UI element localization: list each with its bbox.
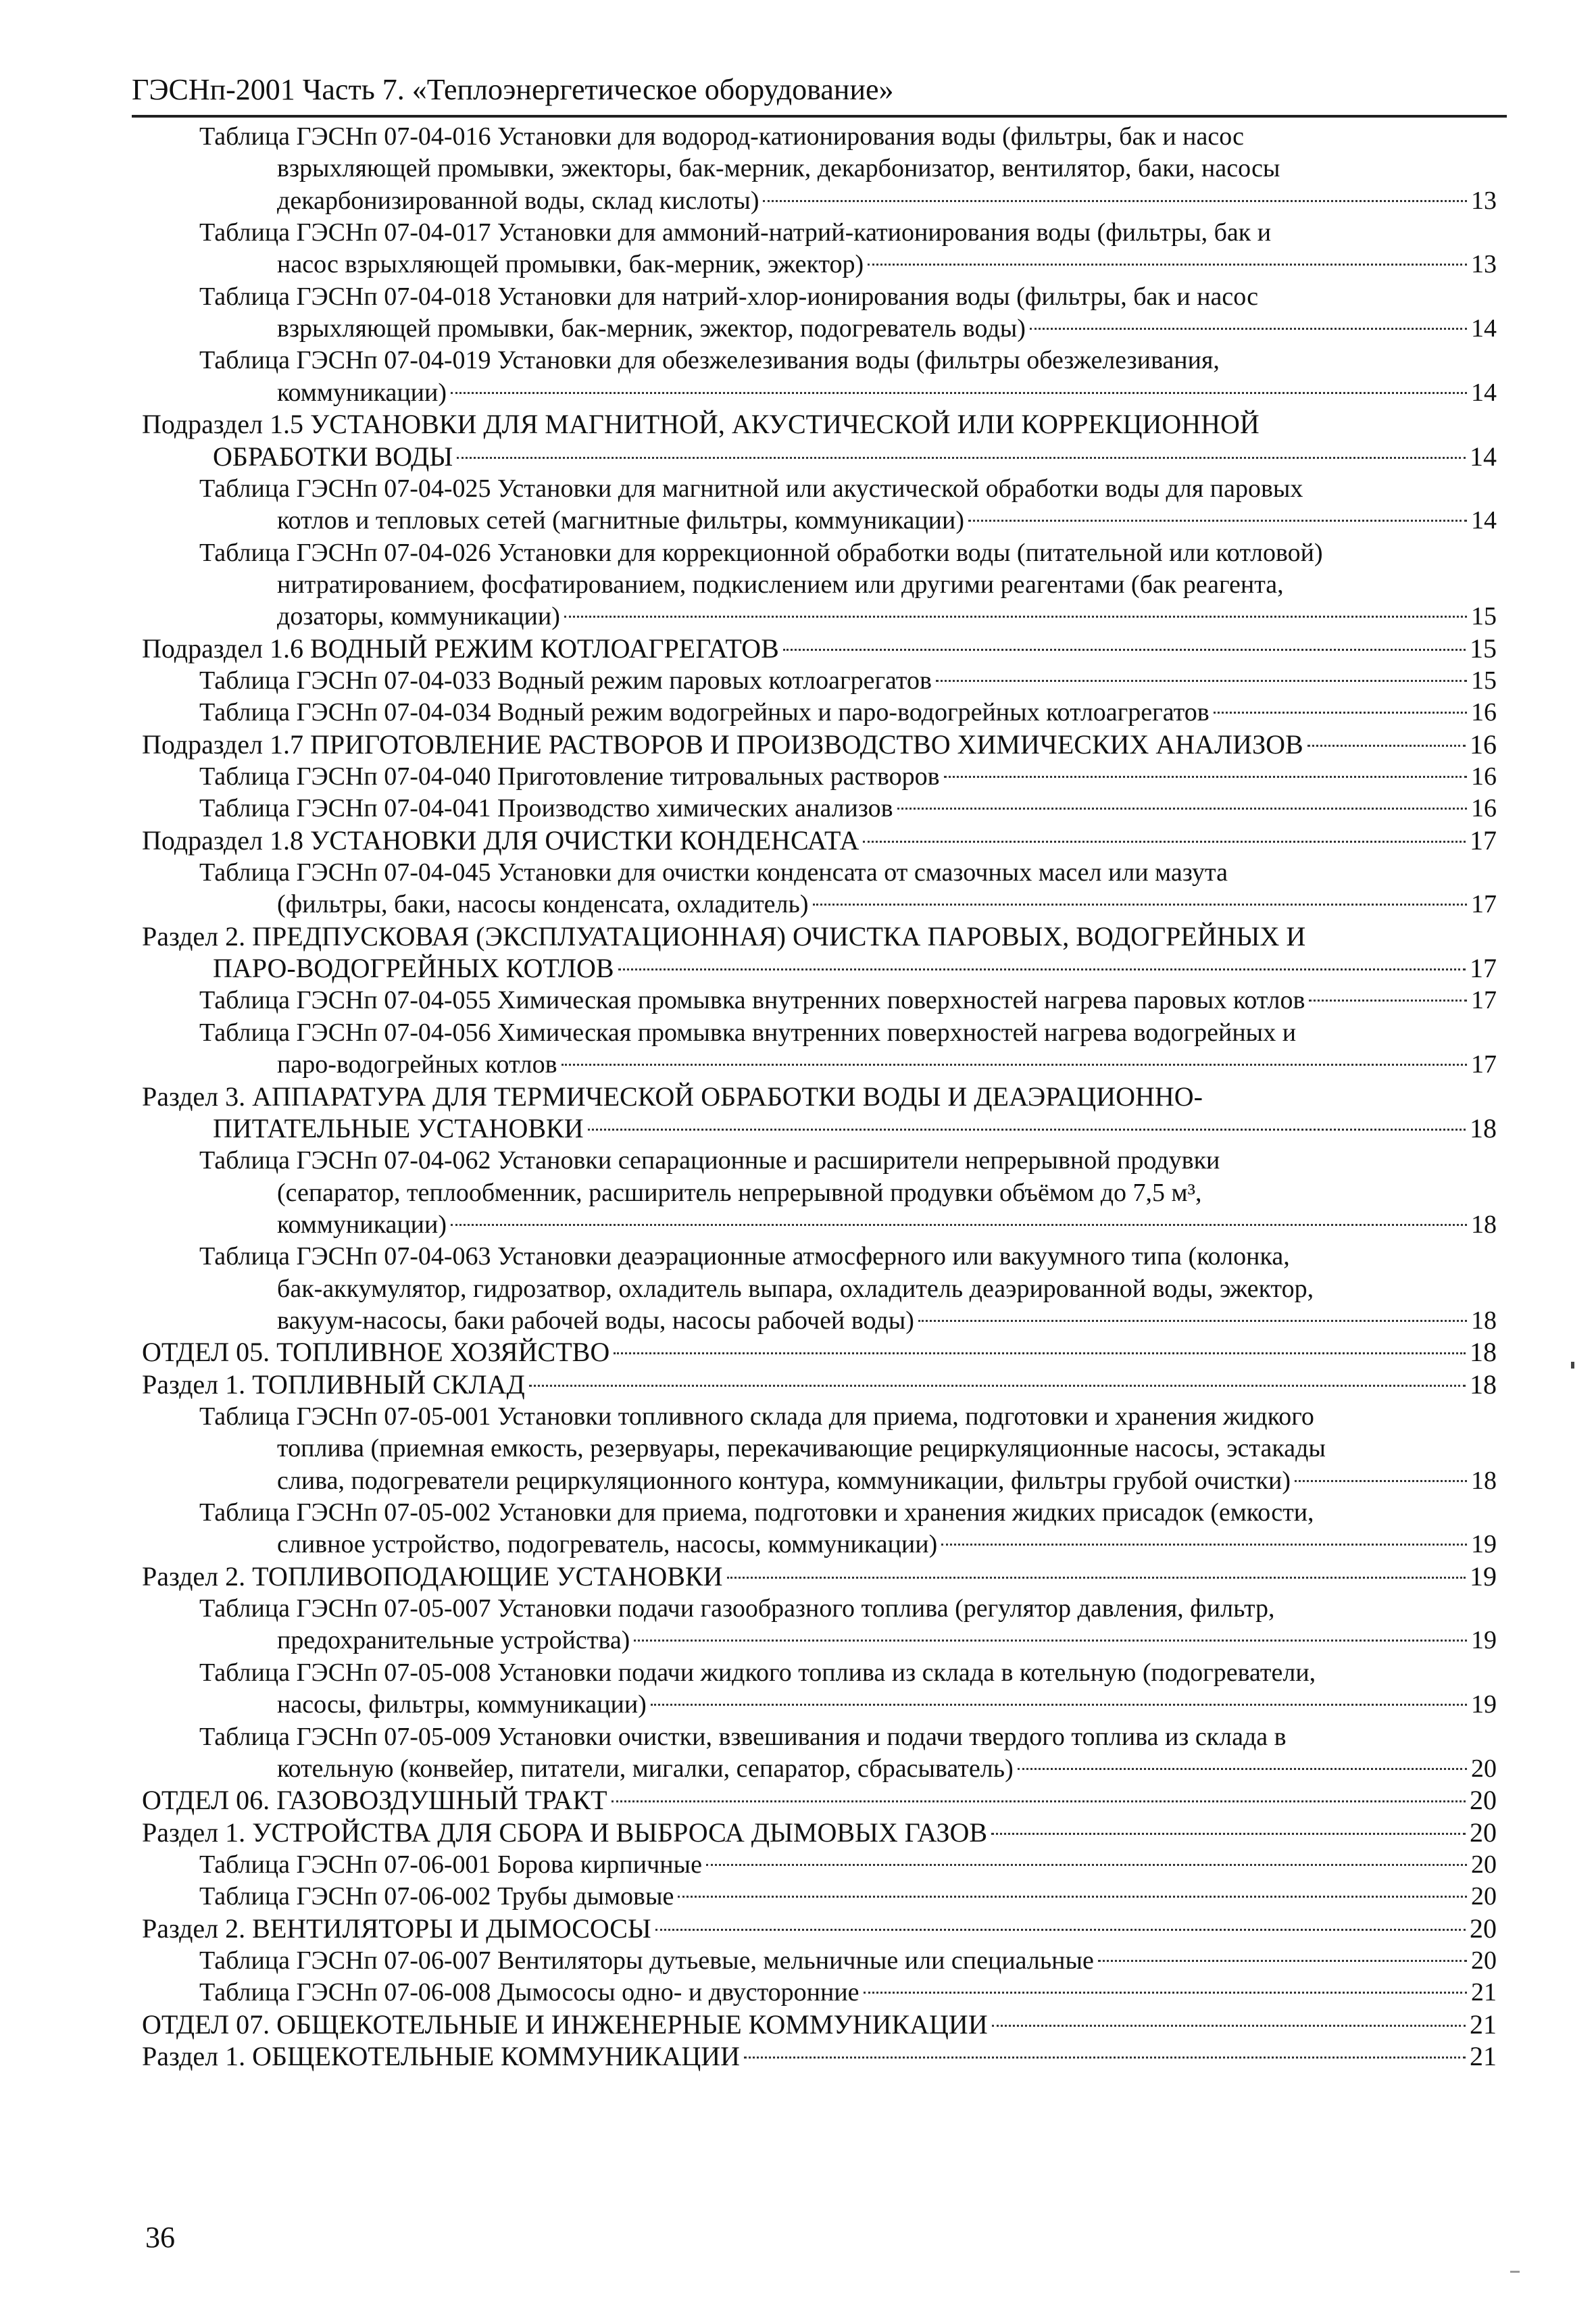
toc-entry-text: нитратированием, фосфатированием, подкислением или другими реагентами (бак реагента, xyxy=(277,570,1284,599)
toc-entry-line xyxy=(142,729,1497,761)
dot-leader xyxy=(451,392,1467,394)
dot-leader xyxy=(868,264,1467,266)
toc-entry-text: ПАРО-ВОДОГРЕЙНЫХ КОТЛОВ xyxy=(213,953,614,984)
toc-entry-text: Раздел 1. УСТРОЙСТВА ДЛЯ СБОРА И ВЫБРОСА ДЫМОВЫХ ГАЗОВ xyxy=(142,1817,988,1848)
toc-entry-line xyxy=(199,120,1244,153)
toc-entry-text: (фильтры, баки, насосы конденсата, охладитель) xyxy=(277,890,809,919)
toc-page-number: 14 xyxy=(1471,506,1497,535)
toc-entry-line xyxy=(199,216,1271,249)
toc-entry-text: Раздел 2. ПРЕДПУСКОВАЯ (ЭКСПЛУАТАЦИОННАЯ) ОЧИСТКА ПАРОВЫХ, ВОДОГРЕЙНЫХ И xyxy=(142,920,1306,952)
toc-entry-line xyxy=(199,1656,1316,1689)
toc-entry-line xyxy=(277,1177,1202,1209)
toc-page-number: 15 xyxy=(1470,633,1497,664)
scan-speck xyxy=(1510,2271,1520,2273)
toc-page-number: 17 xyxy=(1471,986,1497,1015)
toc-entry-text: ОТДЕЛ 05. ТОПЛИВНОЕ ХОЗЯЙСТВО xyxy=(142,1337,610,1368)
toc-entry-text: Таблица ГЭСНп 07-04-018 Установки для натрий-хлор-ионирования воды (фильтры, бак и насос xyxy=(199,282,1259,311)
dot-leader xyxy=(1295,1480,1467,1482)
toc-entry-text: Таблица ГЭСНп 07-04-055 Химическая промывка внутренних поверхностей нагрева паровых котлов xyxy=(199,986,1305,1015)
toc-entry-line xyxy=(142,1369,1497,1401)
toc-entry-line xyxy=(142,633,1497,665)
toc-page-number: 15 xyxy=(1471,666,1497,695)
dot-leader xyxy=(944,776,1467,778)
toc-entry-text: Таблица ГЭСНп 07-04-026 Установки для коррекционной обработки воды (питательной или котловой) xyxy=(199,538,1323,567)
toc-entry-text: Таблица ГЭСНп 07-04-025 Установки для магнитной или акустической обработки воды для паровых xyxy=(199,474,1303,503)
dot-leader xyxy=(863,841,1466,843)
toc-entry-line xyxy=(142,1081,1203,1113)
toc-entry-line xyxy=(142,920,1305,953)
toc-entry-text: Таблица ГЭСНп 07-06-008 Дымососы одно- и двусторонние xyxy=(199,1978,859,2007)
toc-entry-line xyxy=(142,2040,1497,2073)
dot-leader xyxy=(564,616,1467,618)
toc-entry-line xyxy=(199,792,1497,824)
running-header: ГЭСНп-2001 Часть 7. «Теплоэнергетическое оборудование» xyxy=(132,73,894,106)
toc-page-number: 18 xyxy=(1471,1210,1497,1239)
toc-entry-line xyxy=(277,600,1497,633)
toc-entry-line xyxy=(142,1560,1497,1593)
toc-page-number: 18 xyxy=(1471,1466,1497,1495)
toc-entry-line xyxy=(277,1688,1497,1721)
toc-entry-line xyxy=(277,1273,1314,1305)
toc-entry-line xyxy=(142,2009,1497,2041)
toc-entry-text: слива, подогреватели рециркуляционного контура, коммуникации, фильтры грубой очистки) xyxy=(277,1466,1291,1495)
toc-page-number: 21 xyxy=(1471,1978,1497,2007)
toc-entry-line xyxy=(277,1432,1326,1464)
dot-leader xyxy=(897,808,1467,810)
toc-page-number: 19 xyxy=(1471,1626,1497,1655)
dot-leader xyxy=(1030,328,1467,330)
toc-entry-line xyxy=(142,824,1497,857)
toc-entry-text: вакуум-насосы, баки рабочей воды, насосы рабочей воды) xyxy=(277,1306,914,1335)
dot-leader xyxy=(678,1896,1467,1898)
toc-entry-text: топлива (приемная емкость, резервуары, перекачивающие рециркуляционные насосы, эстакады xyxy=(277,1434,1326,1463)
toc-entry-text: Таблица ГЭСНп 07-05-002 Установки для приема, подготовки и хранения жидких присадок (емкости, xyxy=(199,1498,1314,1527)
toc-page-number: 18 xyxy=(1470,1337,1497,1368)
dot-leader xyxy=(706,1864,1467,1866)
toc-entry-text: Подраздел 1.5 УСТАНОВКИ ДЛЯ МАГНИТНОЙ, АКУСТИЧЕСКОЙ ИЛИ КОРРЕКЦИОННОЙ xyxy=(142,409,1260,440)
toc-page-number: 16 xyxy=(1471,698,1497,727)
dot-leader xyxy=(1214,712,1467,714)
toc-entry-line xyxy=(213,952,1497,985)
toc-entry-line xyxy=(213,441,1497,473)
dot-leader xyxy=(763,200,1467,202)
toc-entry-text: паро-водогрейных котлов xyxy=(277,1050,557,1079)
toc-entry-text: Таблица ГЭСНп 07-05-009 Установки очистки, взвешивания и подачи твердого топлива из склада в xyxy=(199,1722,1287,1751)
toc-page-number: 19 xyxy=(1471,1530,1497,1559)
toc-entry-text: Таблица ГЭСНп 07-05-001 Установки топливного склада для приема, подготовки и хранения жидкого xyxy=(199,1402,1314,1431)
toc-page-number: 21 xyxy=(1470,2009,1497,2040)
toc-entry-line xyxy=(199,1944,1497,1977)
dot-leader xyxy=(1309,1000,1467,1002)
toc-entry-text: Таблица ГЭСНп 07-06-007 Вентиляторы дутьевые, мельничные или специальные xyxy=(199,1946,1094,1975)
toc-entry-line xyxy=(277,248,1497,280)
toc-entry-text: Подраздел 1.7 ПРИГОТОВЛЕНИЕ РАСТВОРОВ И ПРОИЗВОДСТВО ХИМИЧЕСКИХ АНАЛИЗОВ xyxy=(142,729,1303,760)
toc-entry-text: Подраздел 1.8 УСТАНОВКИ ДЛЯ ОЧИСТКИ КОНДЕНСАТА xyxy=(142,824,859,856)
toc-entry-line xyxy=(142,1336,1497,1369)
toc-entry-text: Таблица ГЭСНп 07-06-002 Трубы дымовые xyxy=(199,1882,674,1911)
dot-leader xyxy=(936,680,1467,682)
toc-entry-line xyxy=(199,984,1497,1016)
toc-page-number: 19 xyxy=(1471,1690,1497,1719)
toc-entry-line xyxy=(277,152,1280,184)
toc-entry-text: ОТДЕЛ 06. ГАЗОВОЗДУШНЫЙ ТРАКТ xyxy=(142,1785,607,1816)
toc-entry-line xyxy=(277,1624,1497,1656)
toc-entry-text: Таблица ГЭСНп 07-04-040 Приготовление титровальных растворов xyxy=(199,762,940,791)
toc-entry-line xyxy=(199,1976,1497,2009)
toc-page-number: 19 xyxy=(1470,1560,1497,1592)
toc-entry-line xyxy=(277,376,1497,409)
toc-entry-text: взрыхляющей промывки, эжекторы, бак-мерник, декарбонизатор, вентилятор, баки, насосы xyxy=(277,154,1280,183)
toc-entry-text: ОТДЕЛ 07. ОБЩЕКОТЕЛЬНЫЕ И ИНЖЕНЕРНЫЕ КОММУНИКАЦИИ xyxy=(142,2009,988,2040)
toc-entry-text: Таблица ГЭСНп 07-04-017 Установки для аммоний-натрий-катионирования воды (фильтры, бак и xyxy=(199,218,1272,247)
dot-leader xyxy=(634,1640,1467,1642)
toc-entry-text: Таблица ГЭСНп 07-04-019 Установки для обезжелезивания воды (фильтры обезжелезивания, xyxy=(199,346,1220,375)
toc-entry-line xyxy=(199,1144,1220,1177)
toc-entry-line xyxy=(277,1304,1497,1337)
toc-entry-line xyxy=(199,1496,1314,1529)
toc-entry-line xyxy=(199,1016,1296,1049)
toc-entry-line xyxy=(277,1208,1497,1241)
dot-leader xyxy=(992,2025,1466,2027)
toc-entry-text: предохранительные устройства) xyxy=(277,1626,630,1655)
toc-entry-line xyxy=(277,504,1497,537)
toc-page-number: 18 xyxy=(1471,1306,1497,1335)
toc-page-number: 20 xyxy=(1470,1785,1497,1816)
toc-entry-text: Таблица ГЭСНп 07-06-001 Борова кирпичные xyxy=(199,1850,702,1879)
dot-leader xyxy=(1307,745,1466,747)
toc-page-number: 17 xyxy=(1470,824,1497,856)
toc-entry-line xyxy=(277,312,1497,345)
header-rule xyxy=(132,115,1507,118)
toc-entry-line xyxy=(277,1464,1497,1497)
dot-leader xyxy=(968,520,1467,522)
toc-entry-line xyxy=(199,1721,1287,1753)
toc-entry-text: взрыхляющей промывки, бак-мерник, эжектор, подогреватель воды) xyxy=(277,314,1026,343)
toc-entry-text: Таблица ГЭСНп 07-04-045 Установки для очистки конденсата от смазочных масел или мазута xyxy=(199,858,1228,887)
dot-leader xyxy=(451,1224,1467,1226)
toc-entry-line xyxy=(199,1592,1275,1625)
toc-entry-line xyxy=(277,184,1497,217)
dot-leader xyxy=(457,457,1466,459)
dot-leader xyxy=(651,1704,1467,1706)
dot-leader xyxy=(562,1064,1467,1066)
toc-page-number: 18 xyxy=(1470,1112,1497,1143)
dot-leader xyxy=(612,1800,1466,1802)
dot-leader xyxy=(618,968,1466,970)
toc-page-number: 13 xyxy=(1471,250,1497,279)
toc-page-number: 20 xyxy=(1471,1946,1497,1975)
toc-page-number: 20 xyxy=(1471,1850,1497,1879)
toc-entry-line xyxy=(199,1400,1314,1433)
toc-entry-line xyxy=(199,537,1323,569)
toc-page-number: 16 xyxy=(1471,762,1497,791)
toc-entry-text: Раздел 3. АППАРАТУРА ДЛЯ ТЕРМИЧЕСКОЙ ОБРАБОТКИ ВОДЫ И ДЕАЭРАЦИОННО- xyxy=(142,1081,1203,1112)
toc-entry-line xyxy=(277,888,1497,920)
toc-entry-line xyxy=(199,1880,1497,1913)
toc-entry-line xyxy=(277,1048,1497,1081)
toc-entry-text: Раздел 1. ТОПЛИВНЫЙ СКЛАД xyxy=(142,1369,525,1400)
toc-entry-text: котлов и тепловых сетей (магнитные фильтры, коммуникации) xyxy=(277,506,964,535)
toc-entry-text: насосы, фильтры, коммуникации) xyxy=(277,1690,647,1719)
toc-entry-text: (сепаратор, теплообменник, расширитель непрерывной продувки объёмом до 7,5 м³, xyxy=(277,1178,1202,1207)
toc-page-number: 20 xyxy=(1471,1754,1497,1783)
toc-entry-line xyxy=(142,1913,1497,1945)
toc-entry-text: Раздел 2. ТОПЛИВОПОДАЮЩИЕ УСТАНОВКИ xyxy=(142,1560,723,1592)
dot-leader xyxy=(864,1992,1467,1994)
dot-leader xyxy=(744,2057,1466,2059)
toc-entry-line xyxy=(199,856,1228,889)
toc-entry-text: Раздел 1. ОБЩЕКОТЕЛЬНЫЕ КОММУНИКАЦИИ xyxy=(142,2041,741,2071)
toc-page-number: 16 xyxy=(1471,794,1497,823)
toc-entry-text: насос взрыхляющей промывки, бак-мерник, эжектор) xyxy=(277,250,864,279)
toc-entry-line xyxy=(142,408,1260,441)
toc-entry-line xyxy=(199,760,1497,793)
dot-leader xyxy=(588,1129,1466,1131)
toc-entry-line xyxy=(277,1528,1497,1560)
toc-entry-line xyxy=(199,1240,1290,1273)
toc-entry-text: Таблица ГЭСНп 07-04-056 Химическая промывка внутренних поверхностей нагрева водогрейных и xyxy=(199,1018,1297,1047)
toc-entry-line xyxy=(277,1752,1497,1785)
toc-entry-text: Таблица ГЭСНп 07-05-008 Установки подачи жидкого топлива из склада в котельную (подогреватели, xyxy=(199,1658,1316,1687)
toc-page-number: 17 xyxy=(1471,890,1497,919)
toc-entry-text: ОБРАБОТКИ ВОДЫ xyxy=(213,441,453,472)
toc-entry-text: Таблица ГЭСНп 07-05-007 Установки подачи газообразного топлива (регулятор давления, фильтр, xyxy=(199,1594,1275,1623)
dot-leader xyxy=(1018,1768,1467,1770)
toc-entry-line xyxy=(199,472,1303,505)
dot-leader xyxy=(1098,1960,1467,1962)
dot-leader xyxy=(655,1929,1466,1931)
toc-entry-text: Таблица ГЭСНп 07-04-063 Установки деаэрационные атмосферного или вакуумного типа (колонка, xyxy=(199,1242,1290,1271)
toc-page-number: 15 xyxy=(1471,602,1497,631)
toc-page-number: 21 xyxy=(1470,2041,1497,2071)
toc-page-number: 16 xyxy=(1470,729,1497,760)
dot-leader xyxy=(529,1385,1466,1387)
dot-leader xyxy=(941,1544,1467,1546)
toc-entry-line xyxy=(142,1817,1497,1849)
toc-entry-line xyxy=(199,344,1220,376)
dot-leader xyxy=(727,1577,1466,1579)
dot-leader xyxy=(614,1352,1466,1354)
toc-page-number: 14 xyxy=(1471,314,1497,343)
toc-entry-text: Таблица ГЭСНп 07-04-041 Производство химических анализов xyxy=(199,794,893,823)
dot-leader xyxy=(991,1833,1466,1835)
toc-entry-text: Подраздел 1.6 ВОДНЫЙ РЕЖИМ КОТЛОАГРЕГАТОВ xyxy=(142,633,779,664)
toc-page-number: 17 xyxy=(1471,1050,1497,1079)
toc-page-number: 18 xyxy=(1470,1369,1497,1400)
toc-entry-text: дозаторы, коммуникации) xyxy=(277,602,560,631)
toc-entry-text: котельную (конвейер, питатели, мигалки, сепаратор, сбрасыватель) xyxy=(277,1754,1014,1783)
dot-leader xyxy=(813,904,1468,906)
toc-page-number: 20 xyxy=(1470,1913,1497,1944)
toc-entry-line xyxy=(213,1112,1497,1145)
toc-entry-text: декарбонизированной воды, склад кислоты) xyxy=(277,186,759,215)
toc-entry-line xyxy=(142,1784,1497,1817)
dot-leader xyxy=(918,1320,1467,1322)
toc-entry-line xyxy=(199,664,1497,697)
scan-speck xyxy=(1571,1362,1574,1369)
toc-page-number: 14 xyxy=(1471,378,1497,407)
toc-entry-text: Таблица ГЭСНп 07-04-062 Установки сепарационные и расширители непрерывной продувки xyxy=(199,1146,1220,1175)
toc-page-number: 13 xyxy=(1471,186,1497,215)
toc-entry-text: Таблица ГЭСНп 07-04-016 Установки для водород-катионирования воды (фильтры, бак и насос xyxy=(199,122,1245,151)
toc-entry-text: Раздел 2. ВЕНТИЛЯТОРЫ И ДЫМОСОСЫ xyxy=(142,1913,651,1944)
toc-entry-text: коммуникации) xyxy=(277,378,447,407)
page-number: 36 xyxy=(145,2221,175,2254)
toc-page-number: 20 xyxy=(1471,1882,1497,1911)
toc-page-number: 17 xyxy=(1470,953,1497,984)
toc-entry-line xyxy=(277,568,1284,601)
dot-leader xyxy=(783,649,1466,651)
toc-entry-text: бак-аккумулятор, гидрозатвор, охладитель выпара, охладитель деаэрированной воды, эжектор, xyxy=(277,1274,1314,1303)
toc-entry-text: Таблица ГЭСНп 07-04-033 Водный режим паровых котлоагрегатов xyxy=(199,666,932,695)
toc-page-number: 14 xyxy=(1470,441,1497,472)
toc-entry-line xyxy=(199,1848,1497,1881)
toc-entry-text: сливное устройство, подогреватель, насосы, коммуникации) xyxy=(277,1530,938,1559)
toc-page-number: 20 xyxy=(1470,1817,1497,1848)
toc-entry-line xyxy=(199,696,1497,729)
toc-entry-text: Таблица ГЭСНп 07-04-034 Водный режим водогрейных и паро-водогрейных котлоагрегатов xyxy=(199,698,1210,727)
toc-entry-text: коммуникации) xyxy=(277,1210,447,1239)
toc-entry-line xyxy=(199,280,1258,313)
toc-entry-text: ПИТАТЕЛЬНЫЕ УСТАНОВКИ xyxy=(213,1112,584,1143)
